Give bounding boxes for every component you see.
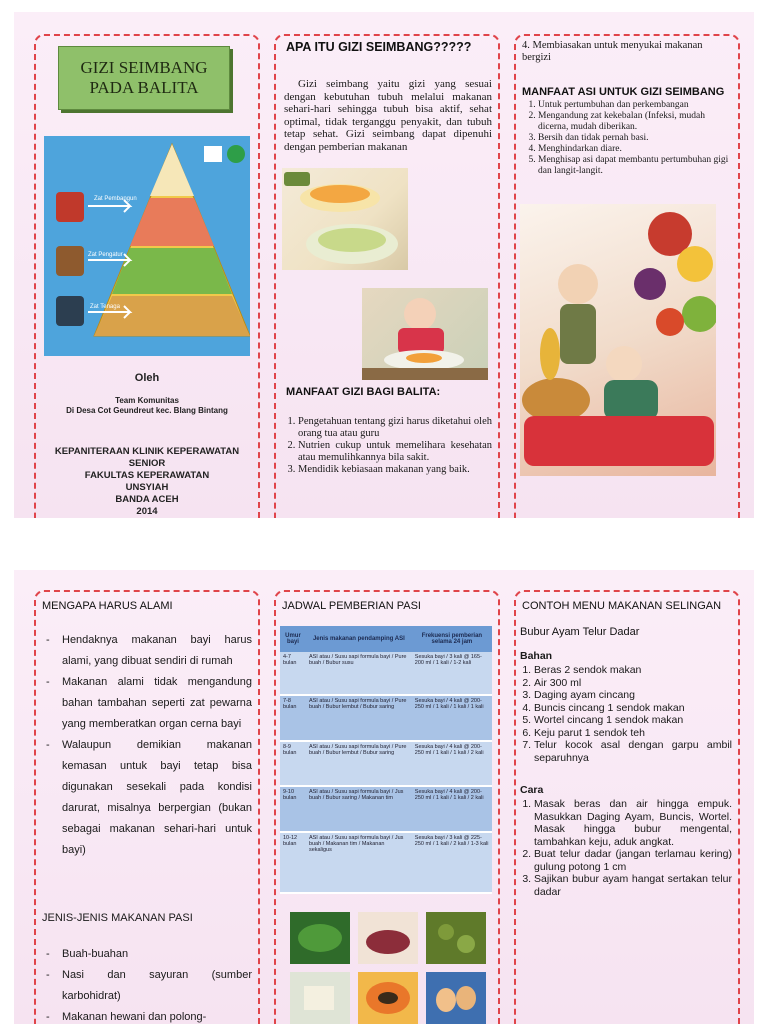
brochure-page-inside xyxy=(14,570,754,1024)
breastmilk-benefits-list xyxy=(522,100,732,177)
list-item: 3. Bersih dan tidak pernah basi. xyxy=(538,133,732,144)
list-item: 5. Wortel cincang 1 sendok makan xyxy=(534,714,732,727)
breastmilk-panel xyxy=(514,34,740,518)
recipe-title: Bubur Ayam Telur Dadar xyxy=(520,626,640,638)
baby-eating-photo xyxy=(362,288,488,380)
pasi-types-list xyxy=(42,944,252,1024)
brochure-title: GIZI SEIMBANG PADA BALITA xyxy=(58,46,230,110)
natural-food-heading: MENGAPA HARUS ALAMI xyxy=(42,600,173,612)
method-list xyxy=(520,798,732,898)
list-item: 1. Beras 2 sendok makan xyxy=(534,664,732,677)
list-item: 4. Menghindarkan diare. xyxy=(538,144,732,155)
baby-food-bowl-photo xyxy=(282,168,408,270)
table-row xyxy=(280,695,492,741)
table-row xyxy=(280,832,492,893)
definition-heading: APA ITU GIZI SEIMBANG????? xyxy=(286,40,472,54)
schedule-heading: JADWAL PEMBERIAN PASI xyxy=(282,600,421,612)
table-row xyxy=(280,741,492,787)
list-item: 4. Buncis cincang 1 sendok makan xyxy=(534,702,732,715)
papaya-photo xyxy=(358,972,418,1024)
list-item: 3. Daging ayam cincang xyxy=(534,689,732,702)
by-label: Oleh xyxy=(134,372,160,384)
table-row xyxy=(280,786,492,832)
method-heading: Cara xyxy=(520,784,544,796)
sweet-potato-photo xyxy=(358,912,418,964)
table-cell: 7-8 bulan xyxy=(280,695,306,741)
list-item: - Makanan hewani dan polong- xyxy=(42,1007,252,1024)
nutrition-benefits-list xyxy=(282,416,492,477)
list-item: 5. Menghisap asi dapat membantu pertumbuhan gigi dan langit-langit. xyxy=(538,155,732,177)
menu-panel xyxy=(514,590,740,1024)
food-pyramid-illustration xyxy=(44,136,250,356)
cover-panel xyxy=(34,34,260,518)
breastmilk-benefits-heading: MANFAAT ASI UNTUK GIZI SEIMBANG xyxy=(522,86,725,98)
location-text: Di Desa Cot Geundreut kec. Blang Bintang xyxy=(66,406,228,415)
list-item: 7. Telur kocok asal dengan garpu ambil separuhnya xyxy=(534,739,732,764)
menu-heading: CONTOH MENU MAKANAN SELINGAN xyxy=(522,600,722,612)
author-block xyxy=(36,396,258,416)
table-cell: Sesuka bayi / 3 kali @ 165-200 ml / 1 kali / 1-2 kali xyxy=(412,652,492,695)
table-header: Frekuensi pemberian selama 24 jam xyxy=(412,626,492,652)
continued-list-item: 4. Membiasakan untuk menyukai makanan bergizi xyxy=(522,40,703,63)
ingredients-heading: Bahan xyxy=(520,650,553,662)
pyramid-label-regulator: Zat Pengatur xyxy=(88,252,123,258)
table-cell: ASI atau / Susu sapi formula bayi / Pure buah / Bubur lembut / Bubur saring xyxy=(306,741,412,787)
natural-food-panel xyxy=(34,590,260,1024)
definition-panel xyxy=(274,34,500,518)
pasi-schedule-table xyxy=(280,626,492,894)
table-cell: Sesuka bayi / 4 kali @ 200-250 ml / 1 kali / 1 kali / 2 kali xyxy=(412,741,492,787)
institution-block xyxy=(36,446,258,518)
schedule-panel xyxy=(274,590,500,1024)
tofu-photo xyxy=(290,972,350,1024)
green-beans-photo xyxy=(426,912,486,964)
food-photo-grid xyxy=(290,912,486,1024)
list-item: - Makanan alami tidak mengandung bahan tambahan seperti zat pewarna yang memberatkan organ cerna bayi xyxy=(42,672,252,735)
list-item: 2. Air 300 ml xyxy=(534,677,732,690)
list-item: 3. Sajikan bubur ayam hangat sertakan telur dadar xyxy=(534,873,732,898)
table-row xyxy=(280,652,492,695)
natural-food-list xyxy=(42,630,252,861)
table-header: Jenis makanan pendamping ASI xyxy=(306,626,412,652)
list-item: - Hendaknya makanan bayi harus alami, yang dibuat sendiri di rumah xyxy=(42,630,252,672)
team-name: Team Komunitas xyxy=(115,396,179,405)
table-cell: Sesuka bayi / 3 kali @ 225-250 ml / 1 kali / 2 kali / 1-3 kali xyxy=(412,832,492,893)
table-header: Umur bayi xyxy=(280,626,306,652)
list-item: 1. Untuk pertumbuhan dan perkembangan xyxy=(538,100,732,111)
table-cell: ASI atau / Susu sapi formula bayi / Jus buah / Makanan tim / Makanan sekaligus xyxy=(306,832,412,893)
table-cell: Sesuka bayi / 4 kali @ 200-250 ml / 1 kali / 1 kali / 1 kali xyxy=(412,695,492,741)
pasi-types-heading: JENIS-JENIS MAKANAN PASI xyxy=(42,912,193,924)
table-cell: ASI atau / Susu sapi formula bayi / Pure buah / Bubur lembut / Bubur saring xyxy=(306,695,412,741)
list-item: 1. Pengetahuan tentang gizi harus diketahui oleh orang tua atau guru xyxy=(298,416,492,439)
list-item: 6. Keju parut 1 sendok teh xyxy=(534,727,732,740)
list-item: - Nasi dan sayuran (sumber karbohidrat) xyxy=(42,965,252,1007)
institution-line: FAKULTAS KEPERAWATAN xyxy=(84,470,210,481)
list-item: 3. Mendidik kebiasaan makanan yang baik. xyxy=(298,464,492,476)
list-item: 2. Buat telur dadar (jangan terlamau kering) gulung potong 1 cm xyxy=(534,848,732,873)
table-cell: 10-12 bulan xyxy=(280,832,306,893)
list-item: - Walaupun demikian makanan kemasan untuk bayi tetap bisa digunakan sesekali pada kondisi darurat, misalnya berpergian (bukan sebagai makanan sehari-hari untuk bayi) xyxy=(42,735,252,861)
institution-line: UNSYIAH xyxy=(125,482,169,493)
list-item: - Buah-buahan xyxy=(42,944,252,965)
list-item: 1. Masak beras dan air hingga empuk. Masukkan Daging Ayam, Buncis, Wortel. Masak hingga bubur mengental, tambahkan keju, aduk angkat. xyxy=(534,798,732,848)
leafy-greens-photo xyxy=(290,912,350,964)
eggs-photo xyxy=(426,972,486,1024)
pyramid-label-energy: Zat Tenaga xyxy=(90,304,120,310)
list-item: 2. Mengandung zat kekebalan (Infeksi, mudah dicerna, mudah diberikan. xyxy=(538,111,732,133)
table-cell: ASI atau / Susu sapi formula bayi / Jus buah / Bubur saring / Makanan tim xyxy=(306,786,412,832)
ingredients-list xyxy=(520,664,732,764)
children-with-fruits-photo xyxy=(520,204,716,476)
table-cell: Sesuka bayi / 4 kali @ 200-250 ml / 1 kali / 1 kali / 2 kali xyxy=(412,786,492,832)
institution-line: KEPANITERAAN KLINIK KEPERAWATAN SENIOR xyxy=(54,446,240,469)
list-item: 2. Nutrien cukup untuk memelihara kesehatan atau memulihkannya bila sakit. xyxy=(298,440,492,463)
table-cell: 4-7 bulan xyxy=(280,652,306,695)
institution-year: 2014 xyxy=(136,506,158,517)
definition-paragraph: Gizi seimbang yaitu gizi yang sesuai dengan kebutuhan tubuh melalui makanan sehari-hari sehingga tubuh bisa aktif, sehat optimal, tidak terganggu penyakit, dan tubuh tetap sehat. Gizi seimbang dapat dipenuhi dengan pemberian makanan xyxy=(284,78,492,153)
table-cell: ASI atau / Susu sapi formula bayi / Pure buah / Bubur susu xyxy=(306,652,412,695)
table-cell: 9-10 bulan xyxy=(280,786,306,832)
table-cell: 8-9 bulan xyxy=(280,741,306,787)
nutrition-benefits-heading: MANFAAT GIZI BAGI BALITA: xyxy=(286,386,441,398)
institution-line: BANDA ACEH xyxy=(115,494,179,505)
pyramid-label-builder: Zat Pembangun xyxy=(94,196,137,202)
brochure-page-outside xyxy=(14,12,754,518)
